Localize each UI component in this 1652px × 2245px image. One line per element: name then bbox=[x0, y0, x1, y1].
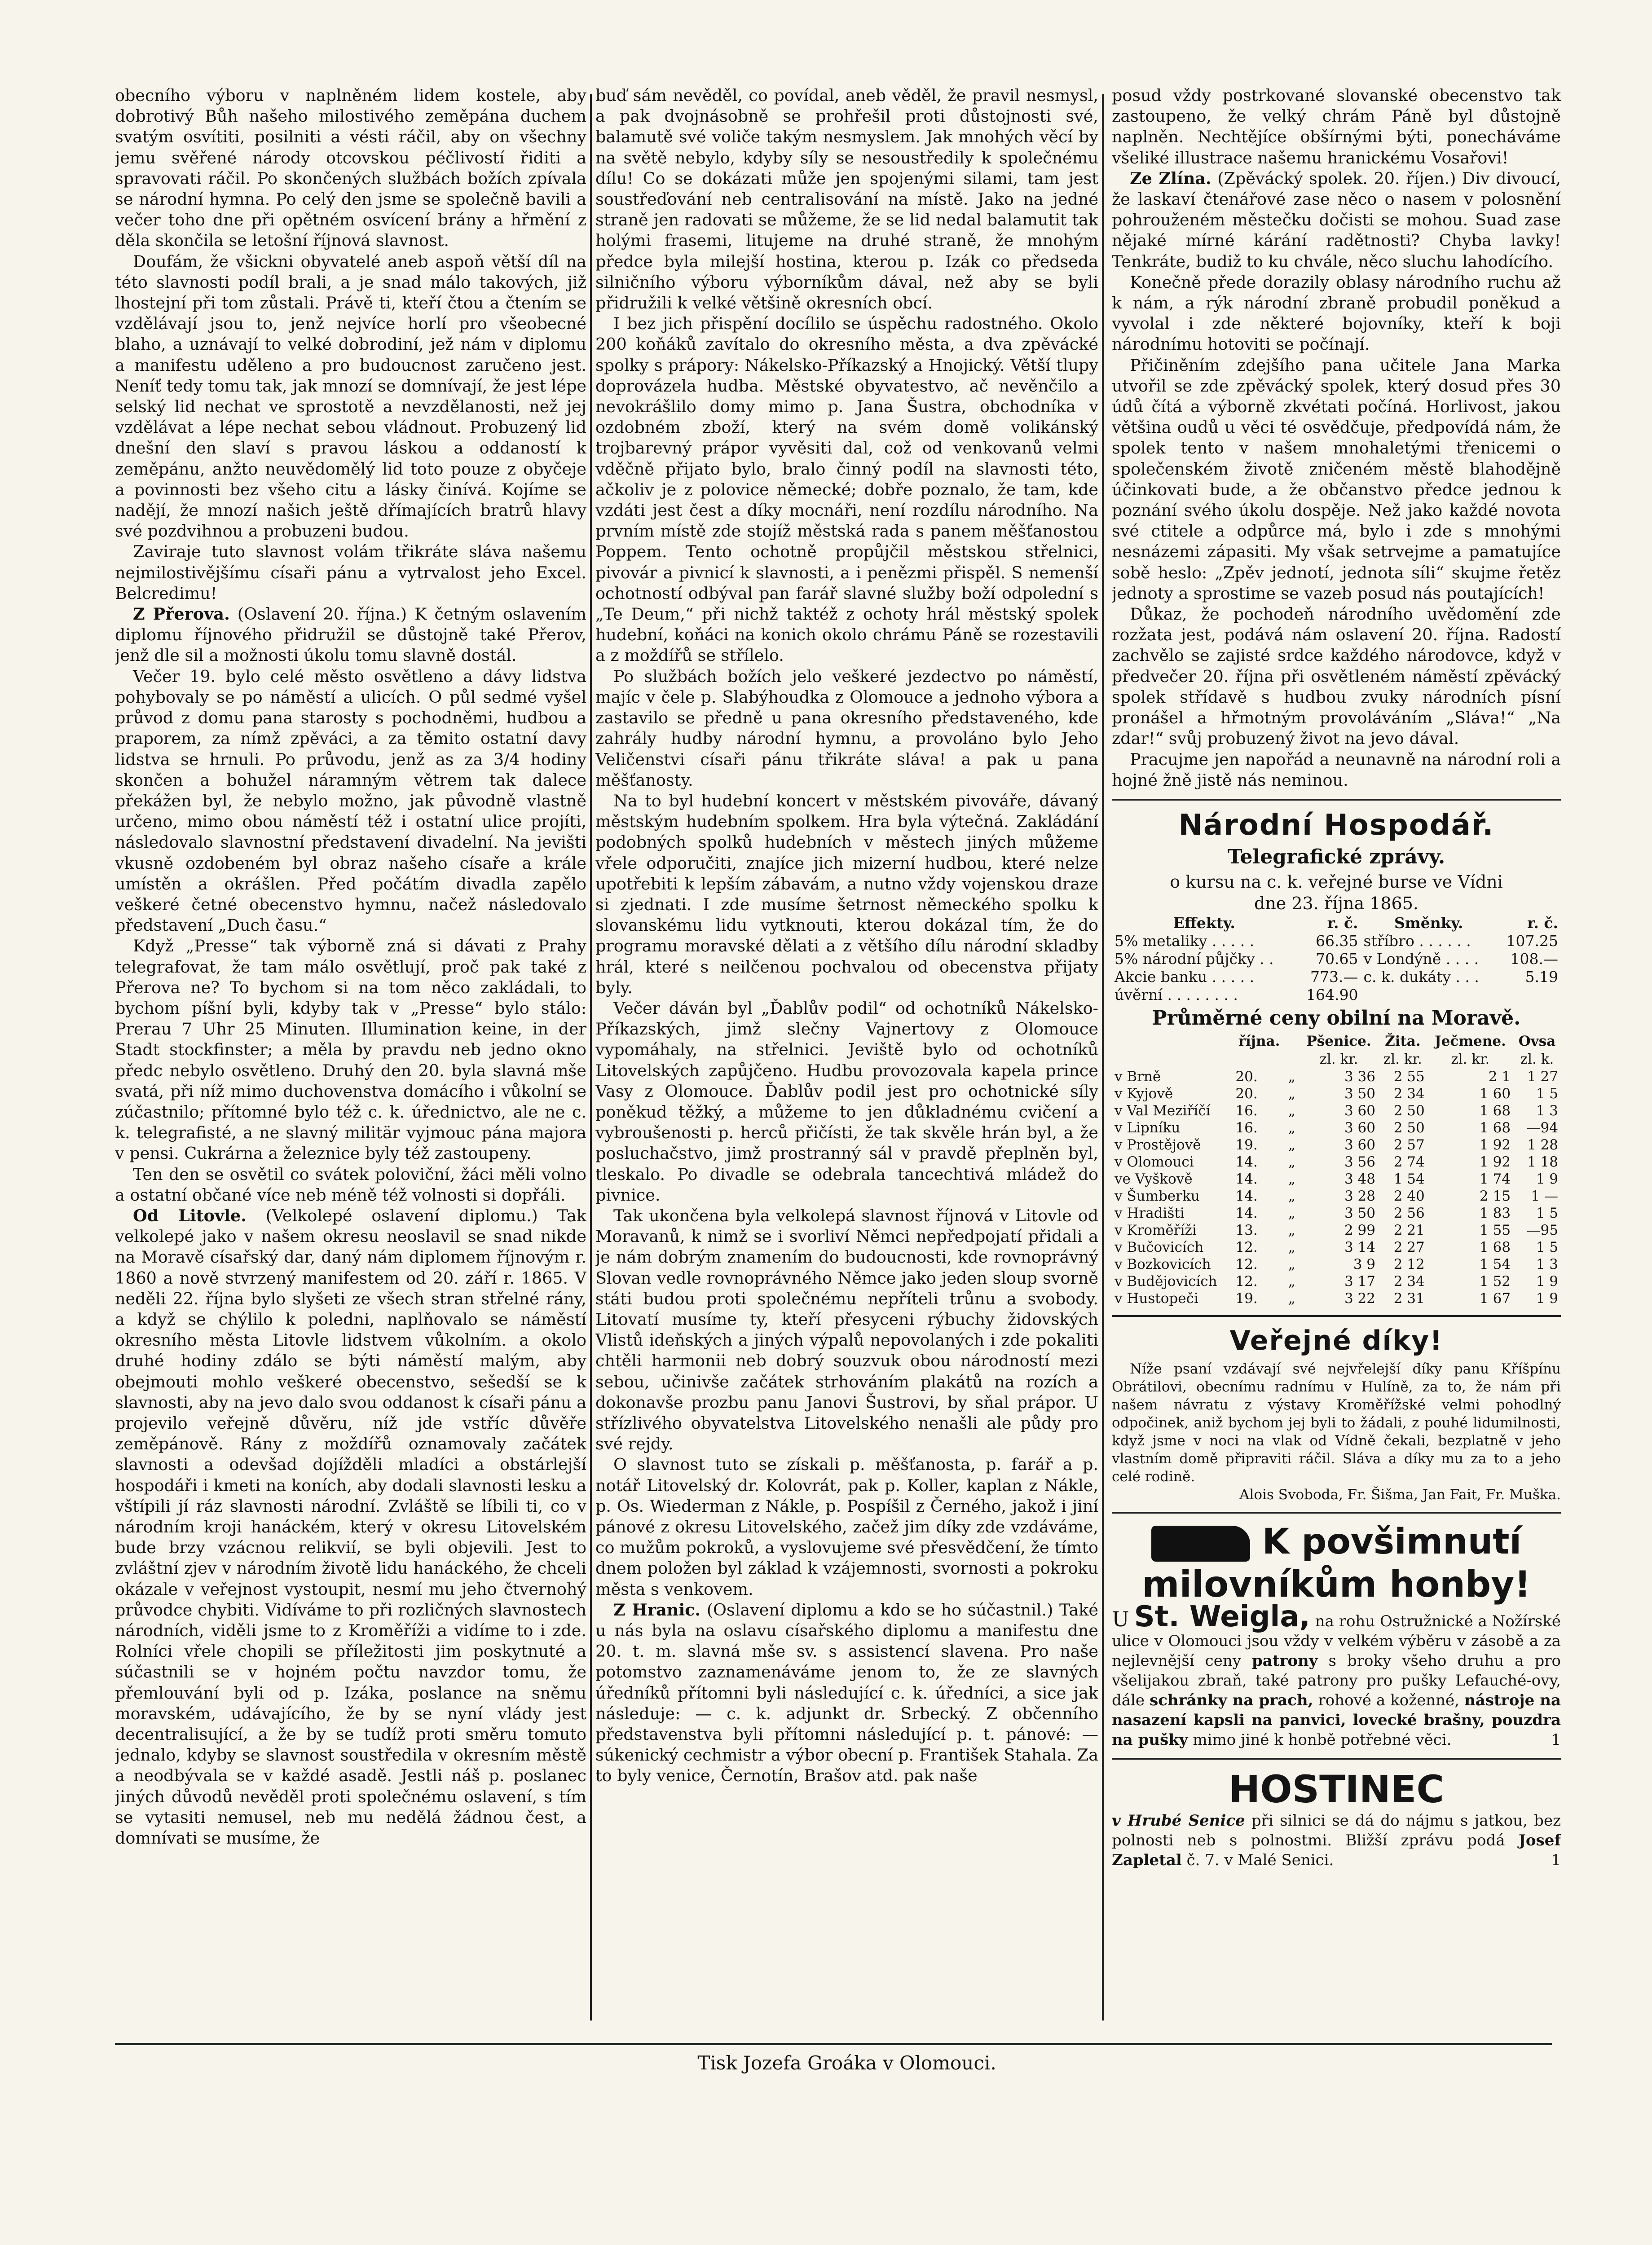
table-units-row bbox=[1112, 1050, 1561, 1068]
table-cell: 14. bbox=[1235, 1188, 1258, 1204]
paragraph: Večer 19. bylo celé město osvětleno a dávy lidstva pohybovaly se po náměstí a ulicích. O půl sedmé vyšel průvod z domu pana starosty s pochodněmi, hudbou a praporem, za nímž zpěváci, a za těmito ostatní davy lidstva se hrnuli. Po průvodu, jenž as za 3/4 hodiny skončen a bohužel náramným větrem tak dalece překážen byl, že nebylo možno, jak původně vlastně určeno, mimo obou náměstí též i ostatní ulice projíti, následovalo slavnostní představení divadelní. Na jevišti vkusně ozdobeném byl obraz našeho císaře a krále umístěn a okrášlen. Před počátím divadla zapělo veškeré četné obecenstvo hymnu, načež následovalo představení „Duch času.“ bbox=[115, 666, 586, 935]
table-cell: 1 5 bbox=[1536, 1239, 1558, 1255]
section-divider bbox=[1112, 799, 1561, 801]
table-row bbox=[1112, 932, 1561, 950]
table-cell: v Bozkovicích bbox=[1115, 1256, 1211, 1272]
table-cell: 2 56 bbox=[1393, 1205, 1425, 1221]
thanks-text: Níže psaní vzdávají své nejvřelejší díky panu Kříšpínu Obrátilovi, obecnímu radnímu v Hulíně, za to, že nám při našem návratu z výstavy Kroměřížské velmi pohodlný odpočinek, aniž bychom jej byli to žádali, z pouhé lidumilnosti, když jsme v noci na vlak od Vídně čekali, bezplatně v jeho vlastním domě připraviti ráčil. Sláva a díky mu za to a jeho celé rodině. bbox=[1112, 1360, 1561, 1485]
section-divider bbox=[1112, 1512, 1561, 1514]
thanks-signatures: Alois Svoboda, Fr. Šišma, Jan Fait, Fr. Muška. bbox=[1239, 1486, 1561, 1503]
table-cell: 1 9 bbox=[1536, 1290, 1558, 1307]
ad-text bbox=[1112, 1600, 1561, 1750]
paragraph: Zaviraje tuto slavnost volám třikráte sláva našemu nejmilostivějšímu císaři pánu a vytrvalost jeho Excel. Belcredimu! bbox=[115, 542, 586, 603]
column-header bbox=[1286, 1032, 1300, 1050]
section-divider bbox=[1112, 1758, 1561, 1760]
table-cell: „ bbox=[1288, 1188, 1295, 1204]
table-cell: 1 74 bbox=[1480, 1171, 1511, 1187]
table-cell: 2 21 bbox=[1393, 1222, 1425, 1238]
table-row bbox=[1112, 1136, 1561, 1153]
table-cell: v Kyjově bbox=[1115, 1085, 1173, 1102]
table-cell: 14. bbox=[1235, 1171, 1258, 1187]
paragraph: I bez jich přispění docílilo se úspěchu radostného. Okolo 200 koňáků zavítalo do okresního města, a dva zpěvácké spolky s prápory: Nákelsko-Příkazský a Hnojický. Větší tlupy doprovázela hudba. Městské obyvatestvo, ač nevěnčilo a nevokrášlilo domy mimo p. Jana Šustra, obchodníka v ozdobném zboží, který na svém domě volikánský trojbarevný prápor vyvěsiti dal, což od venkovanů velmi vděčně přijato bylo, bralo činný podíl na slavnosti této, ačkoliv je z polovice německé; dobře poznalo, že tam, kde vzdáti jest čest a díky mocnáři, není rozdílu národního. Na prvním místě zde stojíž městská rada s panem měšťanostou Poppem. Tento ochotně propůjčil městskou střelnici, pivovár a pivnicí k slavnosti, a i penězmi přispěl. S nemenší ochotností odbýval pan farář slavné služby boží odpolední s „Te Deum,“ při nichž taktéž z ochoty hrál městský spolek hudební, koňáci na konich okolo chrámu Páně se rozestavili a z moždířů se střílelo. bbox=[595, 314, 1098, 665]
thanks-title: Veřejné díky! bbox=[1229, 1325, 1443, 1356]
grain-price-table bbox=[1112, 1032, 1561, 1307]
paragraph: Když „Presse“ tak výborně zná si dávati z Prahy telegrafovat, že tam málo osvětlují, proč pak také z Přerova ne? To bychom si na tom něco zakládali, to bychom píšní byli, kdyby tak v „Presse“ bylo stálo: Prerau 7 Uhr 25 Minuten. Illumination keine, in der Stadt stockfinster; a měla by pravdu neb jedno okno předc nebylo osvětleno. Druhý den 20. byla slavná mše svatá, při níž mimo duchovenstva domácího i vůkolní se zúčastnilo; přítomné bylo též c. k. úřednictvo, ale ne c. k. telegrafisté, a ne slavný militär vyjmouc pána majora v pensi. Cukrárna a železnice byly též zastoupeny. bbox=[115, 936, 586, 1163]
table-cell: c. k. dukáty . . . bbox=[1363, 968, 1479, 986]
table-cell: 2 27 bbox=[1393, 1239, 1425, 1255]
table-cell: 1 3 bbox=[1536, 1102, 1558, 1119]
table-row bbox=[1112, 1273, 1561, 1290]
table-cell: 1 92 bbox=[1480, 1136, 1511, 1153]
table-cell: „ bbox=[1288, 1222, 1295, 1238]
paragraph: Doufám, že všickni obyvatelé aneb aspoň větší díl na této slavnosti podíl brali, a je snad málo takových, již lhostejní při tom zůstali. Právě ti, kteří čtou a čtením se vzdělávají jsou to, jenž nejvíce horlí pro všeobecné blaho, a uznávají to velké dobrodiní, jež nám v diplomu a manifestu uděleno a pro budoucnost zaručeno jest. Neníť tedy tomu tak, jak mnozí se domnívají, že jest lépe selský lid nechat ve sprostotě a nevzdělanosti, než jej vzdělávat a lépe nechat sebou vládnout. Probuzený lid dnešní den slaví s pravou láskou a oddaností k zeměpánu, anžto neuvědomělý lid toto pouze z obyčeje a povinnosti bez všeho citu a lásky činívá. Kojíme se nadějí, že mnozí našich ještě dřímajících bratrů hlavy své pozdvihnou a probuzeni budou. bbox=[115, 251, 586, 541]
table-cell: „ bbox=[1288, 1136, 1295, 1153]
table-cell bbox=[1361, 986, 1497, 1004]
table-cell: 2 34 bbox=[1393, 1085, 1425, 1102]
ad-title bbox=[1112, 1522, 1561, 1562]
table-row bbox=[1112, 1085, 1561, 1102]
article-lead: (Oslavení 20. října.) K četným oslavením diplomu říjnového přidružil se důstojně také Přerov, jenž dle sil a možnosti úkolu tomu slavně dostál. bbox=[115, 604, 586, 665]
newspaper-page bbox=[106, 67, 1561, 2151]
unit-header: zl. kr. bbox=[1451, 1051, 1490, 1067]
column-header: Effekty. bbox=[1173, 914, 1235, 932]
bottom-rule bbox=[115, 2043, 1552, 2045]
column-divider bbox=[590, 94, 592, 2020]
ad-number: 1 bbox=[1551, 1851, 1561, 1869]
table-cell: 20. bbox=[1235, 1068, 1258, 1085]
table-cell: 3 22 bbox=[1344, 1290, 1376, 1307]
table-row bbox=[1112, 1171, 1561, 1188]
table-cell: v Hustopeči bbox=[1115, 1290, 1198, 1307]
table-cell: „ bbox=[1288, 1119, 1295, 1136]
table-cell: 3 9 bbox=[1353, 1256, 1376, 1272]
column-header: r. č. bbox=[1527, 914, 1558, 932]
ad-text-part: rohové a koženné, bbox=[1318, 1691, 1460, 1709]
table-cell: „ bbox=[1288, 1256, 1295, 1272]
unit-header: zl. kr. bbox=[1383, 1051, 1422, 1067]
table-row bbox=[1112, 1205, 1561, 1222]
table-cell: 2 1 bbox=[1488, 1068, 1511, 1085]
table-cell: 2 55 bbox=[1393, 1068, 1425, 1085]
table-cell: 1 9 bbox=[1536, 1273, 1558, 1290]
paragraph bbox=[1112, 168, 1561, 272]
table-cell: 2 99 bbox=[1344, 1222, 1376, 1238]
table-cell: —95 bbox=[1526, 1222, 1558, 1238]
table-row bbox=[1112, 1239, 1561, 1256]
table-cell: v Londýně . . . . bbox=[1363, 950, 1479, 968]
article-heading: Z Přerova. bbox=[133, 604, 230, 624]
article-heading: Z Hranic. bbox=[613, 1600, 701, 1620]
table-row bbox=[1112, 986, 1561, 1004]
table-cell: 19. bbox=[1235, 1290, 1258, 1307]
column-header bbox=[1112, 1032, 1233, 1050]
table-cell: 12. bbox=[1235, 1273, 1258, 1290]
table-row bbox=[1112, 1119, 1561, 1136]
paragraph: Důkaz, že pochodeň národního uvědomění zde rozžata jest, podává nám oslavení 20. října. Radostí zachvělo se zajisté srdce každého národovce, když v předvečer 20. října při osvětleném náměstí zpěvácký spolek střídavě s hudbou zvuky národních písní pronášel a hřmotným provoláváním „Sláva!“ „Na zdar!“ svůj probuzený život na jevo dával. bbox=[1112, 604, 1561, 748]
column-2 bbox=[595, 85, 1098, 2012]
ad-text-part: s broky všeho druhu a pro všelijakou zbraň, také patrony pro pušky Lefauché-ovy, dále bbox=[1112, 1651, 1561, 1709]
column-header: Směnky. bbox=[1394, 914, 1463, 932]
subsection-title: Telegrafické zprávy. bbox=[1227, 845, 1445, 868]
table-cell: „ bbox=[1288, 1239, 1295, 1255]
inn-title: HOSTINEC bbox=[1228, 1767, 1445, 1811]
table-cell: 3 28 bbox=[1344, 1188, 1376, 1204]
table-cell: 1 28 bbox=[1527, 1136, 1558, 1153]
hunter-icon bbox=[1151, 1526, 1250, 1562]
table-cell: 3 14 bbox=[1344, 1239, 1376, 1255]
table-cell: „ bbox=[1288, 1205, 1295, 1221]
table-cell: 1 55 bbox=[1480, 1222, 1511, 1238]
article-heading: Od Litovle. bbox=[133, 1206, 247, 1225]
paragraph: Na to byl hudební koncert v městském pivováře, dávaný městským hudebním spolkem. Hra byla výtečná. Zakládání podobných spolků hudebních v městech jiných můžeme vřele odporučiti, znajíce jich mizerní hudbou, které nelze upotřebiti k lepším zábavám, a nutno vždy vojenskou draze si zjednati. I zde musíme šetrnost německého spolku k slovanskému lidu vytknouti, kterou dokázal tím, že do programu moravské dělati a z většího dílu národní skladby hrál, které s neilčenou pochvalou od obecenstva přijaty byly. bbox=[595, 791, 1098, 997]
paragraph: obecního výboru v naplněném lidem kostele, aby dobrotivý Bůh našeho milostivého zeměpána duchem svatým osvítiti, posilniti a vésti ráčil, aby on všechny jemu svěřené národy otcovskou péčlivostí řiditi a spravovati ráčil. Po skončených službách božích zpívala se národní hymna. Po celý den jsme se společně bavili a večer toho dne při opětném osvícení brány a hřmění z děla skončila se letošní říjnová slavnost. bbox=[115, 86, 586, 251]
table-cell: 1 68 bbox=[1480, 1102, 1511, 1119]
table-cell: 2 31 bbox=[1393, 1290, 1425, 1307]
table-cell: 1 67 bbox=[1480, 1290, 1511, 1307]
ad-text-part: mimo jiné k honbě potřebné věci. bbox=[1193, 1730, 1452, 1749]
table-cell: v Budějovicích bbox=[1115, 1273, 1217, 1290]
table-cell: 2 74 bbox=[1393, 1153, 1425, 1170]
table-cell: 70.65 bbox=[1316, 950, 1358, 968]
table-cell: v Val Meziříčí bbox=[1115, 1102, 1211, 1119]
table-cell: 2 50 bbox=[1393, 1119, 1425, 1136]
column-1 bbox=[115, 85, 586, 2012]
column-header: října. bbox=[1238, 1033, 1280, 1049]
column-header: Ječmene. bbox=[1434, 1033, 1506, 1049]
table-row bbox=[1112, 1188, 1561, 1205]
table-cell: 773.— bbox=[1310, 968, 1358, 986]
table-cell: 1 9 bbox=[1536, 1171, 1558, 1187]
paragraph bbox=[115, 1206, 586, 1849]
table-cell: 14. bbox=[1235, 1153, 1258, 1170]
table-cell: 1 — bbox=[1531, 1188, 1558, 1204]
table-cell: 2 12 bbox=[1393, 1256, 1425, 1272]
table-cell: 3 50 bbox=[1344, 1085, 1376, 1102]
ad-number: 1 bbox=[1551, 1730, 1561, 1749]
table-cell: „ bbox=[1288, 1068, 1295, 1085]
column-header: r. č. bbox=[1327, 914, 1358, 932]
table-cell: v Šumberku bbox=[1115, 1188, 1200, 1204]
ad-title-line: K povšimnutí bbox=[1262, 1521, 1522, 1562]
table-cell: v Prostějově bbox=[1115, 1136, 1201, 1153]
table-cell: 3 56 bbox=[1344, 1153, 1376, 1170]
table-cell: 1 54 bbox=[1393, 1171, 1425, 1187]
paragraph: O slavnost tuto se získali p. měšťanosta, p. farář a p. notář Litovelský dr. Kolovrát, pak p. Koller, kaplan z Nákle, p. Os. Wiederman z Nákle, p. Pospíšil z Černého, jakož i jiní pánové z okresu Litovelského, začež jim díky zde vzdáváme, co mužům pokroků, a vyslovujeme své přesvědčení, že tímto dnem položen byl základ k vzájemnosti, svornosti a pokroku města s venkovem. bbox=[595, 1455, 1098, 1599]
table-cell: v Lipníku bbox=[1115, 1119, 1181, 1136]
paragraph: Večer dáván byl „Ďablův podil“ od ochotníků Nákelsko-Příkazských, jimž slečny Vajnertovy z Olomouce vypomáhaly, na střelnici. Jeviště bylo od ochotníků Litovelských zapůjčeno. Hudbu provozovala kapela prince Vasy z Olomouce. Ďablův podil jest pro ochotnické síly poněkud těžký, a můžeme to jen důkladnému cvičení a vybroušenosti p. herců přičísti, že tak skvěle hrán byl, a že posluchačstvo, jimž prostranný sál v pravdě přeplněn byl, tleskalo. Po divadle se odebrala tancechtivá mládež do pivnice. bbox=[595, 998, 1098, 1205]
table-row bbox=[1112, 950, 1561, 968]
date: dne 23. října 1865. bbox=[1254, 893, 1419, 913]
table-cell: 3 60 bbox=[1344, 1102, 1376, 1119]
table-row bbox=[1112, 1290, 1561, 1307]
inn-text bbox=[1112, 1811, 1561, 1870]
paragraph: posud vždy postrkované slovanské obecenstvo tak zastoupeno, že velký chrám Páně byl důstojně naplněn. Nechtějíce obšírnými býti, ponecháváme všeliké illustrace našemu hranickému Vosařovi! bbox=[1112, 86, 1561, 167]
table-cell: 2 57 bbox=[1393, 1136, 1425, 1153]
table-cell: 107.25 bbox=[1506, 932, 1558, 950]
table-cell: 108.— bbox=[1510, 950, 1558, 968]
article-heading: Ze Zlína. bbox=[1130, 168, 1211, 188]
table-cell: „ bbox=[1288, 1153, 1295, 1170]
table-cell: úvěrní . . . . . . . . bbox=[1115, 986, 1238, 1004]
table-cell: 3 48 bbox=[1344, 1171, 1376, 1187]
table-row bbox=[1112, 968, 1561, 986]
table-cell: ve Vyškově bbox=[1115, 1171, 1193, 1187]
article-lead: (Velkolepé oslavení diplomu.) Tak velkolepé jako v našem okresu neoslavil se snad nikde na Moravě císařský dar, daný nám diplomem říjnovým r. 1860 a nově stvrzený manifestem od 20. září r. 1865. V neděli 22. října bylo slyšeti ze všech stran střelné rány, a když se chýlilo k poledni, naplňovalo se náměstí okresního města Litovle lidstvem vůkolním. a okolo druhé hodiny zdálo se býti náměstí malým, aby obejmouti mohlo veškeré obecenstvo, sešedší se k slavnosti, aby na jevo dalo svou oddanost k císaři pánu a projevilo veřejně důvěru, níž jde vstříc důvěře zeměpánově. Rány z moždířů oznamovaly začátek slavnosti a odevšad dojížděli mladíci a obstárlejší hospodáři i kmeti na koních, aby dodali slavnosti lesku a vštípili jí ráz slavnosti národní. Zvláště se líbili ti, co v národním kroji hanáckém, který v okresu Litovelském bude brzy vzácnou relikvií, se byli objevili. Jest to zvláštní zjev v národním životě lidu hanáckého, že chceli okázale v veřejnost vystoupit, nesmí mu jeho čtvernohý průvodce chybiti. Vidíváme to při rozličných slavnostech národních, viděli jsme to z Kroměříži a vidíme to i zde. Rolníci vřele chopili se příležitosti jim poskytnuté a súčastnili se v hojném počtu navzdor tomu, že přemlouvání byli od p. Izáka, poslance na sněmu moravském, udávajícího, že by se nyní vlády jest decentralisující, a že by se tudíž proti směru tomuto jednalo, kdyby se slavnost soustředila v okresním městě a neodbývala se v každé asadě. Jestli náš p. poslanec jiných důvodů nevěděl proti společnému oslavení, s tím se vytasiti nemusel, neb mu nedělá žádnou čest, a domnívati se musíme, že bbox=[115, 1206, 586, 1848]
table-cell: 3 60 bbox=[1344, 1136, 1376, 1153]
unit-header bbox=[1112, 1050, 1233, 1068]
table-cell: 13. bbox=[1235, 1222, 1258, 1238]
ad-text-part: vždy v velkém výběru v zásobě a za nejlevnější ceny bbox=[1112, 1632, 1561, 1670]
table-header-row bbox=[1112, 1032, 1561, 1050]
table-cell: 2 40 bbox=[1393, 1188, 1425, 1204]
table-row bbox=[1112, 1222, 1561, 1239]
table-cell: 1 68 bbox=[1480, 1239, 1511, 1255]
inn-location: v Hrubé Senice bbox=[1112, 1811, 1245, 1830]
table-cell: 3 36 bbox=[1344, 1068, 1376, 1085]
column-header: Ovsa bbox=[1518, 1033, 1556, 1049]
subtitle: o kursu na c. k. veřejné burse ve Vídni bbox=[1170, 872, 1503, 892]
table-cell: 2 34 bbox=[1393, 1273, 1425, 1290]
paragraph: Tak ukončena byla velkolepá slavnost říjnová v Litovle od Moravanů, k nimž se i svorliví Němci nepředpojatí přidali a je nám dobrým znamením do budoucnosti, kde rovnoprávný Slovan vedle rovnoprávného Němce jako jeden sloup svorně státi budou proti společnému nepříteli trůnu a svobody. Litovatí musíme ty, kteří přesyceni rýbuchy židovských Vlistů ideňských a jiných výpalů nepovolaných i zde pokaliti chtěli harmonii neb dobrý souzvuk obou národností mezi sebou, učinivše začátek strhováním plakátů na rozích a dokonavše prozbu panu Janovi Šustrovi, by sňal prápor. U střízlivého obyvatelstva Litovelského nenašli ale půdy pro své rejdy. bbox=[595, 1206, 1098, 1454]
paragraph: buď sám nevěděl, co povídal, aneb věděl, že pravil nesmysl, a pak dvojnásobně se prohřešil proti důstojnosti své, balamutě své voliče takým nesmyslem. Jak mnohých věcí by na světě nebylo, kdyby síly se nesoustředily k společnému dílu! Co se dokázati může jen spojenými silami, tam jest soustřeďování neb centralisování na místě. Jako na jedné straně jen radovati se můžeme, že se lid nedal balamutit tak holými frasemi, litujeme na druhé straně, že mnohým předce byla milejší hostina, kterou p. Izák co předseda silničního výboru výborníkům dával, než aby se byli přidružili k velké většině okresních obcí. bbox=[595, 86, 1098, 313]
table-cell: 66.35 bbox=[1316, 932, 1358, 950]
table-cell: „ bbox=[1288, 1290, 1295, 1307]
column-divider bbox=[1102, 94, 1104, 2020]
table-cell: 20. bbox=[1235, 1085, 1258, 1102]
table-cell: 5% národní půjčky . . bbox=[1115, 950, 1274, 968]
printer-imprint: Tisk Jozefa Groáka v Olomouci. bbox=[697, 2052, 996, 2074]
table-cell: 16. bbox=[1235, 1119, 1258, 1136]
article-lead: (Zpěvácký spolek. 20. říjen.) Div divoucí, že laskaví čtenářové zase něco o nasem v polosnění pohrouženém městečku dočisti se mohou. Suad zase nějaké mírné kárání radětnosti? Chyba lavky! Tenkráte, budiž to ku chvále, něco sluchu lahodícího. bbox=[1112, 168, 1561, 271]
table-cell: 12. bbox=[1235, 1239, 1258, 1255]
inn-owner: Josef Zapletal bbox=[1112, 1831, 1561, 1869]
table-cell: 5.19 bbox=[1525, 968, 1558, 986]
table-cell: 1 92 bbox=[1480, 1153, 1511, 1170]
ad-word: U bbox=[1112, 1607, 1129, 1631]
table-cell: 1 3 bbox=[1536, 1256, 1558, 1272]
table-cell: 12. bbox=[1235, 1256, 1258, 1272]
inn-text-part: při silnici se dá do nájmu s jatkou, bez polnosti neb s polnostmi. Bližší zprávu podá bbox=[1112, 1811, 1561, 1849]
table-cell: „ bbox=[1288, 1273, 1295, 1290]
table-cell: v Olomouci bbox=[1115, 1153, 1194, 1170]
table-cell: 2 50 bbox=[1393, 1102, 1425, 1119]
table-cell: 19. bbox=[1235, 1136, 1258, 1153]
unit-header bbox=[1233, 1050, 1285, 1068]
ad-location: na rohu Ostružnické a Nožírské ulice v Olomouci jsou bbox=[1112, 1612, 1561, 1650]
table-cell: 14. bbox=[1235, 1205, 1258, 1221]
inn-text-part: č. 7. v Malé Senici. bbox=[1186, 1851, 1334, 1869]
unit-header bbox=[1286, 1050, 1300, 1068]
ad-highlight: schránky na prach, bbox=[1150, 1691, 1313, 1709]
paragraph: Po službách božích jelo veškeré jezdectvo po náměstí, majíc v čele p. Slabýhoudka z Olomouce a jednoho výbora a zastavilo se předně u pana okresního představeného, kde zahrály hudby národní hymnu, a provoláno bylo Jeho Veličenstvi císaři pánu třikráte sláva! a pak u pana měšťanosty. bbox=[595, 666, 1098, 790]
table-cell: Akcie banku . . . . . bbox=[1115, 968, 1255, 986]
table-cell: „ bbox=[1288, 1102, 1295, 1119]
table-cell: 1 52 bbox=[1480, 1273, 1511, 1290]
table-cell: 1 83 bbox=[1480, 1205, 1511, 1221]
column-header: Pšenice. bbox=[1306, 1033, 1371, 1049]
column-header: Žita. bbox=[1385, 1033, 1421, 1049]
table-row bbox=[1112, 1256, 1561, 1273]
table-row bbox=[1112, 1102, 1561, 1119]
paragraph: Pracujme jen napořád a neunavně na národní roli a hojné žně jistě nás neminou. bbox=[1112, 749, 1561, 790]
table-cell: 16. bbox=[1235, 1102, 1258, 1119]
table-cell bbox=[1497, 986, 1561, 1004]
table-cell: 1 27 bbox=[1527, 1068, 1558, 1085]
unit-header: zl. kr. bbox=[1319, 1051, 1358, 1067]
table-cell: „ bbox=[1288, 1085, 1295, 1102]
ad-highlight: nástroje na nasazení kapsli na panvici, lovecké brašny, pouzdra na pušky bbox=[1112, 1691, 1561, 1749]
table-cell: 3 50 bbox=[1344, 1205, 1376, 1221]
table-cell: 3 60 bbox=[1344, 1119, 1376, 1136]
column-3 bbox=[1112, 85, 1561, 2012]
section-title: Národní Hospodář. bbox=[1178, 808, 1494, 842]
table-cell: v Bučovicích bbox=[1115, 1239, 1204, 1255]
table-cell: 1 18 bbox=[1527, 1153, 1558, 1170]
table-cell: 1 5 bbox=[1536, 1205, 1558, 1221]
paragraph bbox=[115, 604, 586, 666]
paragraph: Ten den se osvětil co svátek poloviční, žáci měli volno a ostatní občané více neb méně též volnosti si dopřáli. bbox=[115, 1164, 586, 1205]
table-row bbox=[1112, 1068, 1561, 1085]
table-cell: 1 54 bbox=[1480, 1256, 1511, 1272]
paragraph: Přičiněním zdejšího pana učitele Jana Marka utvořil se zde zpěvácký spolek, který dosud přes 30 údů čítá a výborně zkvétati počíná. Horlivost, jakou většina oudů u věci té osvědčuje, předpovídá nám, že spolek tento v našem mnohaletými třenicemi o společenském životě zničeném městě blahodějně účinkovati bude, a že občanstvo předce jednou k poznání svého úkolu dospěje. Než jako každé novota své ctitele a odpůrce má, bylo i zde s mnohými nesnázemi zápasiti. My však setrvejme a pamatujíce sobě heslo: „Zpěv jednotí, jednota síli“ skujme řetěz jednoty a sprostime se vazeb posud nás poutajících! bbox=[1112, 355, 1561, 603]
table-cell: 164.90 bbox=[1306, 986, 1358, 1004]
table-cell: —94 bbox=[1526, 1119, 1558, 1136]
ad-subtitle: milovníkům honby! bbox=[1142, 1563, 1531, 1605]
paragraph bbox=[595, 1600, 1098, 1787]
table-cell: 2 15 bbox=[1480, 1188, 1511, 1204]
paragraph: Konečně přede dorazily oblasy národního ruchu až k nám, a rýk národní zbraně probudil poněkud a vyvolal i zde některé bojovníky, kteří k boji národnímu hotoviti se počínají. bbox=[1112, 272, 1561, 354]
exchange-table bbox=[1112, 914, 1561, 1004]
table-row bbox=[1112, 1153, 1561, 1171]
article-lead: (Oslavení diplomu a kdo se ho súčastnil.) Také u nás byla na oslavu císařského diplomu a manifestu dne 20. t. m. slavná mše sv. s assistencí slavena. Pro naše potomstvo zaznamenáváme jenom to, že ze slavných úředníků přítomni byli následující c. k. úředníci, a sice jak následuje: — c. k. adjunkt dr. Srbecký. Z občenního představenstva byli přítomni následující p. t. pánové: — súkenický cechmistr a výbor obecní p. František Stahala. Za to byly venice, Černotín, Brašov atd. pak naše bbox=[595, 1600, 1098, 1786]
table-cell: v Brně bbox=[1115, 1068, 1161, 1085]
table-cell: stříbro . . . . . . bbox=[1363, 932, 1471, 950]
table-cell: „ bbox=[1288, 1171, 1295, 1187]
table-cell: v Kroměříži bbox=[1115, 1222, 1197, 1238]
table-cell: 5% metaliky . . . . . bbox=[1115, 932, 1255, 950]
ad-highlight: patrony bbox=[1251, 1651, 1318, 1670]
table-cell: v Hradišti bbox=[1115, 1205, 1185, 1221]
table-cell: 1 68 bbox=[1480, 1119, 1511, 1136]
subsection-title: Průměrné ceny obilní na Moravě. bbox=[1152, 1006, 1521, 1030]
ad-merchant-name: St. Weigla, bbox=[1134, 1600, 1310, 1633]
unit-header: zl. k. bbox=[1520, 1051, 1554, 1067]
section-divider bbox=[1112, 1315, 1561, 1317]
table-cell: 1 5 bbox=[1536, 1085, 1558, 1102]
table-cell: 1 60 bbox=[1480, 1085, 1511, 1102]
table-cell: 3 17 bbox=[1344, 1273, 1376, 1290]
